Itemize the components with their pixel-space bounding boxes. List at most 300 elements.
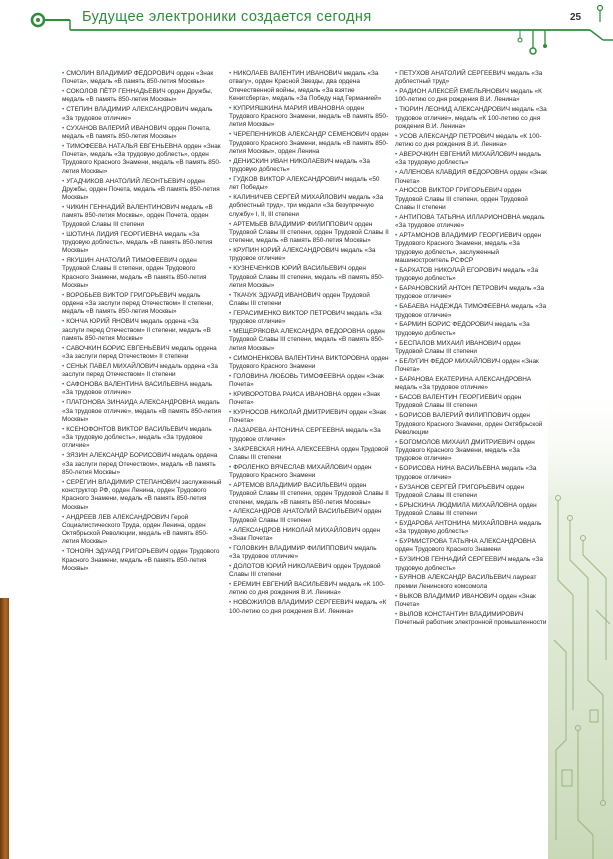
person-name: ЯКУШИН АНАТОЛИЙ ТИМОФЕЕВИЧ — [66, 256, 178, 264]
award-entry — [395, 556, 548, 573]
column-1 — [62, 70, 222, 575]
bullet-icon: • — [229, 328, 232, 336]
person-name: ДОЛОТОВ ЮРИЙ НИКОЛАЕВИЧ — [233, 562, 332, 570]
bullet-icon: • — [395, 132, 398, 140]
award-description: медаль «За трудовое отличие» — [229, 247, 376, 263]
person-name: НОВОЖИЛОВ ВЛАДИМИР СЕРГЕЕВИЧ — [233, 599, 354, 607]
person-name: АРТЕМОВ ВЛАДИМИР ВАСИЛЬЕВИЧ — [233, 481, 347, 489]
award-description: ВАСИЛЬЕВИЧ медаль «За трудовую доблесть», медаль «За трудовое отличие» — [62, 425, 212, 450]
person-name: ЧЕРЕПЕННИКОВ АЛЕКСАНДР — [233, 131, 327, 139]
person-name: БУРМИСТРОВА ТАТЬЯНА — [399, 538, 478, 546]
person-name: УСОВ АЛЕКСАНДР ПЕТРОВИЧ — [399, 132, 494, 140]
bullet-icon: • — [229, 391, 232, 398]
bullet-icon: • — [395, 88, 398, 96]
person-name: БАРАНОВСКИЙ АНТОН ПЕТРОВИЧ — [399, 285, 508, 293]
person-name: СОКОЛОВ ПЁТР ГЕННАДЬЕВИЧ — [66, 88, 166, 96]
award-description: медаль «За трудовую доблесть» — [395, 556, 543, 572]
award-description: орден Трудовой Славы III степени — [229, 562, 381, 579]
award-entry — [395, 376, 548, 393]
award-entry — [62, 514, 222, 547]
award-entry — [62, 452, 222, 477]
award-entry — [395, 133, 548, 150]
award-description: медаль «За трудовое отличие» — [229, 427, 381, 443]
person-name: БОРИСОВ ВАЛЕРИЙ ФИЛИППОВИЧ — [399, 412, 511, 420]
award-description: медаль «За трудовую доблесть» — [229, 157, 370, 174]
award-description: Герой Социалистического Труда, орден Ленина, орден Октябрьской Революции, медаль «В память 850-летия Москвы» — [62, 513, 209, 546]
award-entry — [229, 328, 389, 353]
award-entry — [395, 303, 548, 320]
bullet-icon: • — [62, 399, 65, 407]
award-entry — [395, 358, 548, 375]
page-header — [0, 0, 613, 62]
award-entry — [395, 106, 548, 131]
person-name: КРУПИН ЮРИЙ АЛЕКСАНДРОВИЧ — [233, 247, 339, 255]
award-entry — [229, 599, 389, 616]
person-name: СЕРЁГИН ВЛАДИМИР СТЕПАНОВИЧ — [66, 478, 180, 486]
award-entry — [395, 70, 548, 87]
bullet-icon: • — [62, 381, 65, 389]
award-entry — [395, 151, 548, 168]
circuit-decoration-right — [548, 380, 613, 859]
award-entry — [395, 394, 548, 411]
person-name: СИМОНЕНКОВА ВАЛЕНТИНА — [233, 354, 324, 362]
bullet-icon: • — [395, 232, 398, 240]
bullet-icon: • — [229, 526, 232, 534]
bullet-icon: • — [229, 409, 232, 417]
award-entry — [395, 187, 548, 212]
award-entry — [62, 178, 222, 203]
person-name: АЛЕКСАНДРОВ АНАТОЛИЙ — [233, 508, 318, 516]
award-entry — [395, 465, 548, 482]
person-name: ВЫКОВ ВЛАДИМИР ИВАНОВИЧ — [399, 592, 498, 600]
award-description: ВИКТОРОВНА орден Трудового Красного Знамени — [229, 354, 389, 370]
person-name: ПЛАТОНОВА ЗИНАИДА — [66, 399, 138, 407]
award-description: медаль «За трудовое отличие» — [395, 465, 537, 481]
award-description: АЛЕКСАНДРОВНА медаль «За трудовое отличие» — [395, 376, 532, 392]
person-name: БОРИСОВА НИНА ВАСИЛЬЕВНА — [399, 465, 500, 473]
person-name: БЕЛУГИН ФЕДОР МИХАЙЛОВИЧ — [399, 357, 501, 365]
person-name: ВЫЛОВ КОНСТАНТИН — [399, 610, 468, 618]
person-name: САВОЧКИН БОРИС ЕВГЕНЬЕВИЧ — [66, 344, 170, 352]
award-entry — [229, 508, 389, 525]
bullet-icon: • — [229, 372, 232, 380]
person-name: ГЕРАСИМЕНКО ВИКТОР ПЕТРОВИЧ — [233, 309, 345, 317]
award-description: СЕМЕНОВИЧ орден Трудового Красного Знамени, медаль «В память 850-летия Москвы», орден Ленина — [229, 131, 389, 155]
award-entry — [62, 204, 222, 229]
award-description: медаль «К 100-летию со дня рождения В.И. Ленина» — [395, 132, 542, 149]
award-description: медаль ордена «За заслуги перед Отечеством» II степени, медаль «В память 850-летия Москвы» — [62, 291, 214, 316]
person-name: ШОТИНА ЛИДИЯ ГЕОРГИЕВНА — [66, 230, 163, 238]
award-entry — [229, 105, 389, 130]
person-name: ЧИКИН ГЕННАДИЙ ВАЛЕНТИНОВИЧ — [66, 204, 180, 212]
award-entry — [395, 574, 548, 591]
bullet-icon: • — [229, 265, 232, 273]
bullet-icon: • — [395, 519, 398, 527]
bullet-icon: • — [62, 88, 65, 96]
person-name: БУЗИНОВ ГЕННАДИЙ СЕРГЕЕВИЧ — [399, 556, 507, 564]
award-description: АЛЕКСАНДРОВНА орден Трудового Красного Знамени — [395, 538, 536, 554]
award-entry — [229, 581, 389, 598]
award-entry — [62, 345, 222, 362]
person-name: БУДАРОВА АНТОНИНА — [399, 519, 471, 527]
person-name: НИКОЛАЕВ ВАЛЕНТИН ИВАНОВИЧ — [233, 70, 342, 77]
bullet-icon: • — [62, 425, 65, 433]
bullet-icon: • — [229, 544, 232, 552]
award-description: медаль «За трудовое отличие» — [229, 309, 382, 326]
page-number: 25 — [570, 12, 582, 23]
award-description: медаль ордена «За заслуги перед Отечеством», медаль «В память 850-летия Москвы» — [62, 452, 218, 476]
award-description: медаль «За трудовое отличие», медаль «К 100-летию со дня рождения В.И. Ленина» — [395, 106, 547, 130]
person-name: КУЗНЕЧЕНКОВ ЮРИЙ ВАСИЛЬЕВИЧ — [233, 265, 347, 273]
person-name: УГАДЧИКОВ АНАТОЛИЙ — [66, 177, 140, 185]
award-description: орден «Знак Почета» — [395, 169, 547, 185]
award-description: медаль «За доблестный труд», три медали «За безупречную службу» I, II, III степени — [229, 194, 384, 218]
award-description: орден Трудовой Славы III степени — [395, 394, 522, 410]
award-entry — [62, 548, 222, 573]
person-name: АРТАМОНОВ ВЛАДИМИР — [399, 232, 478, 240]
bullet-icon: • — [229, 354, 232, 362]
bullet-icon: • — [229, 247, 232, 255]
award-description: МИХАЙЛОВНА орден Трудовой Славы III степени — [395, 501, 537, 518]
bullet-icon: • — [395, 438, 398, 446]
bullet-icon: • — [395, 394, 398, 402]
award-entry — [395, 232, 548, 265]
bullet-icon: • — [395, 592, 398, 600]
award-description: медаль ордена «За заслуги перед Отечеством» II степени — [62, 362, 218, 379]
award-entry — [62, 381, 222, 398]
bullet-icon: • — [229, 445, 232, 453]
bullet-icon: • — [229, 131, 232, 139]
bullet-icon: • — [395, 339, 398, 347]
person-name: ГУДКОВ ВИКТОР АЛЕКСАНДРОВИЧ — [233, 175, 344, 183]
person-name: ТЮРИН ЛЕОНИД АЛЕКСАНДРОВИЧ — [399, 106, 510, 114]
bullet-icon: • — [395, 169, 398, 177]
award-description: МИХАЙЛОВИЧ орден Трудового Красного Знамени — [229, 463, 372, 480]
bullet-icon: • — [229, 562, 232, 570]
bullet-icon: • — [395, 574, 398, 582]
award-description: ФЕДОРОВНА орден Трудовой Славы III степени, медаль «В память 850-летия Москвы» — [229, 328, 385, 352]
bullet-icon: • — [395, 357, 398, 365]
bullet-icon: • — [229, 220, 232, 228]
person-name: ЛАЗАРЕВА АНТОНИНА СЕРГЕЕВНА — [233, 427, 344, 435]
award-description: орден Трудового Красного Знамени, медаль «В память 850-летия Москвы» — [62, 548, 220, 572]
award-entry — [229, 310, 389, 327]
person-name: БРЫСКИНА ЛЮДМИЛА — [399, 501, 471, 509]
award-description: орден Трудовой Славы III степени, медаль «В память 850-летия Москвы» — [229, 265, 384, 289]
award-entry — [229, 563, 389, 580]
bullet-icon: • — [395, 106, 398, 114]
person-name: БОГОМОЛОВ МИХАИЛ ДМИТРИЕВИЧ — [399, 438, 516, 446]
award-entry — [62, 426, 222, 451]
award-entry — [395, 267, 548, 284]
award-description: орден Трудовой Славы III степени — [395, 483, 524, 499]
award-description: медаль ордена «За заслуги перед Отечеством» II степени — [62, 344, 217, 361]
person-name: БАРМИН БОРИС ФЕДОРОВИЧ — [399, 321, 494, 329]
award-entry — [229, 265, 389, 290]
bullet-icon: • — [395, 285, 398, 293]
award-description: медаль «50 лет Победы» — [229, 175, 380, 192]
column-2 — [229, 70, 389, 618]
award-entry — [229, 176, 389, 193]
bullet-icon: • — [229, 481, 232, 489]
award-entry — [395, 439, 548, 464]
person-name: КОНЧА ЮРИЙ ЯНОВИЧ — [66, 318, 139, 326]
bullet-icon: • — [62, 177, 65, 185]
award-entry — [229, 131, 389, 156]
award-description: ВАСИЛЬЕВНА медаль «За трудовое отличие» — [62, 381, 213, 397]
award-description: медаль «За трудовую доблесть» — [395, 151, 542, 167]
person-name: СТЕПИН ВЛАДИМИР — [66, 106, 131, 114]
person-name: БУЗАНОВ СЕРГЕЙ ГРИГОРЬЕВИЧ — [399, 483, 505, 491]
person-name: ЗЯЗИН АЛЕКСАНДР БОРИСОВИЧ — [66, 452, 171, 460]
award-description: орден «Знак Почета» — [229, 409, 387, 425]
bullet-icon: • — [229, 309, 232, 317]
award-entry — [62, 363, 222, 380]
award-description: медаль «За трудовое отличие» — [395, 303, 547, 319]
bullet-icon: • — [62, 318, 65, 326]
award-entry — [395, 538, 548, 555]
award-entry — [395, 593, 548, 610]
person-name: СЕНЬК ПАВЕЛ МИХАЙЛОВИЧ — [66, 362, 159, 370]
person-name: ТОНОЯН ЭДУАРД ГРИГОРЬЕВИЧ — [66, 548, 169, 556]
award-entry — [62, 318, 222, 343]
person-name: ДЕНИСКИН ИВАН НИКОЛАЕВИЧ — [233, 157, 334, 165]
bullet-icon: • — [395, 483, 398, 491]
bullet-icon: • — [62, 256, 65, 264]
bullet-icon: • — [62, 291, 65, 299]
award-entry — [229, 247, 389, 264]
person-name: БАСОВ ВАЛЕНТИН ГЕОРГИЕВИЧ — [399, 394, 502, 402]
award-description: ГЕОРГИЕВИЧ орден Трудового Красного Знамени, медаль «За трудовую доблесть», заслуженный машиностроитель РСФСР — [395, 232, 542, 264]
bullet-icon: • — [62, 344, 65, 352]
award-entry — [62, 292, 222, 317]
award-entry — [395, 169, 548, 186]
award-description: АЛЕКСАНДРОВИЧ медаль «За трудовое отличие» — [62, 106, 213, 122]
award-entry — [229, 527, 389, 544]
person-name: КУПРИЯШКИНА МАРИЯ ИВАНОВНА — [233, 104, 345, 112]
award-description: МИХАЙЛОВНА медаль «За трудовую доблесть» — [395, 519, 542, 536]
bullet-icon: • — [395, 213, 398, 221]
award-entry — [62, 88, 222, 105]
person-name: ЗАКРЕВСКАЯ НИНА АЛЕКСЕЕВНА — [233, 445, 340, 453]
person-name: КУРНОСОВ НИКОЛАЙ ДМИТРИЕВИЧ — [233, 409, 348, 417]
award-description: медаль «К 100-летию со дня рождения В.И. Ленина» — [229, 581, 385, 597]
award-entry — [229, 482, 389, 507]
award-entry — [395, 285, 548, 302]
bullet-icon: • — [229, 70, 232, 77]
person-name: АРТЕМЬЕВ ВЛАДИМИР — [233, 220, 306, 228]
award-entry — [62, 106, 222, 123]
bullet-icon: • — [395, 610, 398, 618]
award-entry — [229, 70, 389, 103]
person-name: ГОЛОВИНА ЛЮБОВЬ ТИМОФЕЕВНА — [233, 372, 346, 380]
award-entry — [229, 373, 389, 390]
bullet-icon: • — [395, 187, 398, 195]
award-entry — [62, 257, 222, 290]
person-name: ФРОЛЕНКО ВЯЧЕСЛАВ — [233, 463, 305, 471]
bullet-icon: • — [395, 501, 398, 509]
bullet-icon: • — [395, 376, 398, 383]
bullet-icon: • — [62, 124, 65, 132]
bullet-icon: • — [395, 465, 398, 473]
bullet-icon: • — [229, 463, 232, 471]
bullet-icon: • — [62, 70, 65, 77]
bullet-icon: • — [229, 581, 232, 589]
person-name: БАРХАТОВ НИКОЛАЙ ЕГОРОВИЧ — [399, 266, 502, 274]
bullet-icon: • — [229, 194, 232, 202]
award-description: медаль «За трудовую доблесть» — [395, 266, 539, 283]
bullet-icon: • — [395, 303, 398, 311]
award-description: орден «Знак Почета», медаль «В память 850-летия Москвы» — [62, 70, 214, 86]
bullet-icon: • — [229, 508, 232, 516]
bullet-icon: • — [229, 291, 232, 299]
person-name: ТКАЧУК ЭДУАРД ИВАНОВИЧ — [233, 291, 321, 299]
person-name: АЛЛЕНОВА КЛАВДИЯ ФЕДОРОВНА — [399, 169, 509, 177]
award-description: ЛЕОНТЬЕВИЧ орден Дружбы, орден Почета, медаль «В память 850-летия Москвы» — [62, 177, 220, 202]
person-name: ЕРЕМИН ЕВГЕНИЙ ВАСИЛЬЕВИЧ — [233, 581, 338, 589]
person-name: БЕСПАЛОВ МИХАИЛ ИВАНОВИЧ — [399, 339, 502, 347]
award-description: орден «Знак Почета» — [229, 391, 381, 407]
bullet-icon: • — [229, 427, 232, 435]
award-description: медаль «За доблестный труд» — [395, 70, 543, 86]
award-description: орден Трудовой Славы III степени — [229, 445, 389, 461]
award-entry — [229, 355, 389, 372]
award-entry — [395, 88, 548, 105]
award-entry — [229, 391, 389, 408]
person-name: ПЕТУХОВ АНАТОЛИЙ СЕРГЕЕВИЧ — [399, 70, 506, 77]
bullet-icon: • — [229, 104, 232, 112]
bullet-icon: • — [62, 204, 65, 212]
header-title: Будущее электроники создается сегодня — [82, 9, 372, 25]
award-description: орден Трудовой Славы III степени — [395, 339, 521, 355]
award-description: орден «Знак Почета» — [395, 592, 536, 608]
award-description: орден Дружбы, медаль «В память 850-летия Москвы» — [62, 88, 213, 104]
person-name: МЕЩЕРЯКОВА АЛЕКСАНДРА — [233, 328, 323, 336]
award-entry — [395, 520, 548, 537]
award-entry — [62, 125, 222, 142]
award-description: орден Трудовой Славы II степени, орден Трудового Красного Знамени, медаль «В память 850-летия Москвы» — [62, 256, 207, 289]
bullet-icon: • — [395, 538, 398, 546]
award-entry — [62, 479, 222, 512]
award-entry — [62, 399, 222, 424]
award-entry — [395, 484, 548, 501]
person-name: АЛЕКСАНДРОВ НИКОЛАЙ — [233, 526, 314, 534]
award-entry — [229, 221, 389, 246]
award-entry — [229, 427, 389, 444]
award-entry — [62, 143, 222, 176]
award-entry — [395, 611, 548, 628]
award-entry — [395, 321, 548, 338]
award-description: заслуженный конструктор РФ, орден Ленина, орден Трудового Красного Знамени, медаль «В память 850-летия Москвы» — [62, 478, 222, 511]
bullet-icon: • — [62, 548, 65, 556]
person-name: КАЛИНИЧЕВ СЕРГЕЙ МИХАЙЛОВИЧ — [233, 194, 347, 202]
award-description: медаль «За трудовую доблесть» — [395, 321, 530, 337]
award-description: медаль «К 100-летию со дня рождения В.И. Ленина» — [395, 88, 542, 104]
bullet-icon: • — [229, 157, 232, 165]
bullet-icon: • — [395, 266, 398, 274]
bullet-icon: • — [62, 362, 65, 370]
award-description: орден «Знак Почета», медаль «За трудовую доблесть», орден Трудового Красного Знамени, медаль «В память 850-летия Москвы» — [62, 142, 222, 175]
award-description: орден Трудовой Славы III степени — [229, 291, 370, 308]
bullet-icon: • — [62, 230, 65, 238]
bullet-icon: • — [62, 452, 65, 460]
person-name: САФОНОВА ВАЛЕНТИНА — [66, 381, 144, 389]
person-name: БАРАНОВА ЕКАТЕРИНА — [399, 376, 473, 383]
award-entry — [395, 214, 548, 231]
person-name: ГОЛОВКИН ВЛАДИМИР — [233, 544, 306, 552]
bullet-icon: • — [62, 513, 65, 521]
award-entry — [395, 340, 548, 357]
award-description: ФИЛИППОВИЧ медаль «За трудовое отличие» — [229, 544, 377, 561]
person-name: РАДИОН АЛЕКСЕЙ ЕМЕЛЬЯНОВИЧ — [399, 88, 509, 96]
bullet-icon: • — [395, 70, 398, 77]
award-entry — [229, 446, 389, 463]
person-name: БУЯНОВ АЛЕКСАНДР — [399, 574, 466, 582]
award-description: медаль «За отвагу», орден Красной Звезды, два ордена Отечественной войны, медаль «За взятие Кенигсберга», медаль «За Победу над Германией» — [229, 70, 382, 102]
award-description: ВАСИЛЬЕВИЧ лауреат премии Ленинского комсомола — [395, 574, 537, 590]
left-edge-bar — [0, 598, 9, 859]
bullet-icon: • — [395, 321, 398, 329]
award-description: медаль «За трудовое отличие» — [395, 285, 545, 301]
person-name: АВЕРОЧКИН ЕВГЕНИЙ МИХАЙЛОВИЧ — [399, 151, 518, 159]
award-entry — [229, 194, 389, 219]
award-entry — [229, 158, 389, 175]
award-entry — [229, 409, 389, 426]
award-description: орден Трудовой Славы III степени, орден Трудовой Славы II степени, медаль «В память 850-летия Москвы» — [229, 481, 389, 506]
award-description: орден Трудовой Славы III степени, орден Трудовой Славы II степени — [395, 187, 528, 212]
award-description: орден Трудового Красного Знамени, медаль «За трудовое отличие» — [395, 438, 535, 463]
bullet-icon: • — [62, 142, 65, 150]
award-description: орден «Знак Почета» — [395, 357, 539, 374]
award-description: медаль «К 100-летию со дня рождения В.И. Ленина» — [229, 599, 387, 615]
award-entry — [229, 464, 389, 481]
award-entry — [395, 412, 548, 437]
person-name: АНТИПОВА ТАТЬЯНА — [399, 213, 466, 221]
award-description: ВАСИЛЬЕВИЧ орден Трудовой Славы III степени — [229, 508, 382, 524]
award-description: орден Трудового Красного Знамени, медаль «В память 850-летия Москвы» — [229, 104, 389, 129]
bullet-icon: • — [229, 599, 232, 607]
person-name: АНДРЕЕВ ЛЕВ АЛЕКСАНДРОВИЧ — [66, 513, 170, 521]
award-description: ФИЛИППОВИЧ орден Трудовой Славы III степени, орден Трудовой Славы II степени, медаль «В память 850-летия Москвы» — [229, 220, 389, 245]
award-description: орден Почета, медаль «В память 850-летия Москвы» — [62, 124, 211, 140]
award-description: орден «Знак Почета» — [229, 372, 384, 389]
award-entry — [229, 292, 389, 309]
bullet-icon: • — [62, 106, 65, 114]
award-entry — [395, 502, 548, 519]
person-name: СМОЛИН ВЛАДИМИР ФЕДОРОВИЧ — [66, 70, 175, 77]
award-description: медаль «В память 850-летия Москвы», орден Почета, орден Трудовой Славы III степени — [62, 204, 213, 228]
award-entry — [62, 70, 222, 87]
award-entry — [62, 231, 222, 256]
column-3 — [395, 70, 548, 629]
award-description: медаль ордена «За заслуги перед Отечеством» II степени, медаль «В память 850-летия Москвы» — [62, 318, 211, 342]
bullet-icon: • — [395, 556, 398, 564]
award-description: МИХАЙЛОВИЧ орден «Знак Почета» — [229, 526, 381, 542]
person-name: СУХАНОВ ВАЛЕРИЙ ИВАНОВИЧ — [66, 124, 167, 132]
bullet-icon: • — [229, 175, 232, 183]
person-name: ВОРОБЬЕВ ВИКТОР ГРИГОРЬЕВИЧ — [66, 291, 177, 299]
award-description: ВЛАДИМИРОВИЧ Почетный работник электронной промышленности — [395, 610, 547, 627]
award-entry — [229, 545, 389, 562]
award-description: ИЛЛАРИОНОВНА медаль «За трудовое отличие» — [395, 213, 545, 230]
bullet-icon: • — [395, 151, 398, 159]
person-name: АНОСОВ ВИКТОР ГРИГОРЬЕВИЧ — [399, 187, 503, 195]
person-name: КРИВОРОТОВА РАИСА ИВАНОВНА — [233, 391, 342, 398]
award-description: АЛЕКСАНДРОВНА медаль «За трудовое отличие», медаль «В память 850-летия Москвы» — [62, 399, 221, 423]
award-description: орден Трудового Красного Знамени, орден Октябрьской Революции — [395, 412, 543, 436]
award-description: медаль «За трудовую доблесть», медаль «В память 850-летия Москвы» — [62, 230, 213, 255]
person-name: КСЕНОФОНТОВ ВИКТОР — [66, 425, 143, 433]
